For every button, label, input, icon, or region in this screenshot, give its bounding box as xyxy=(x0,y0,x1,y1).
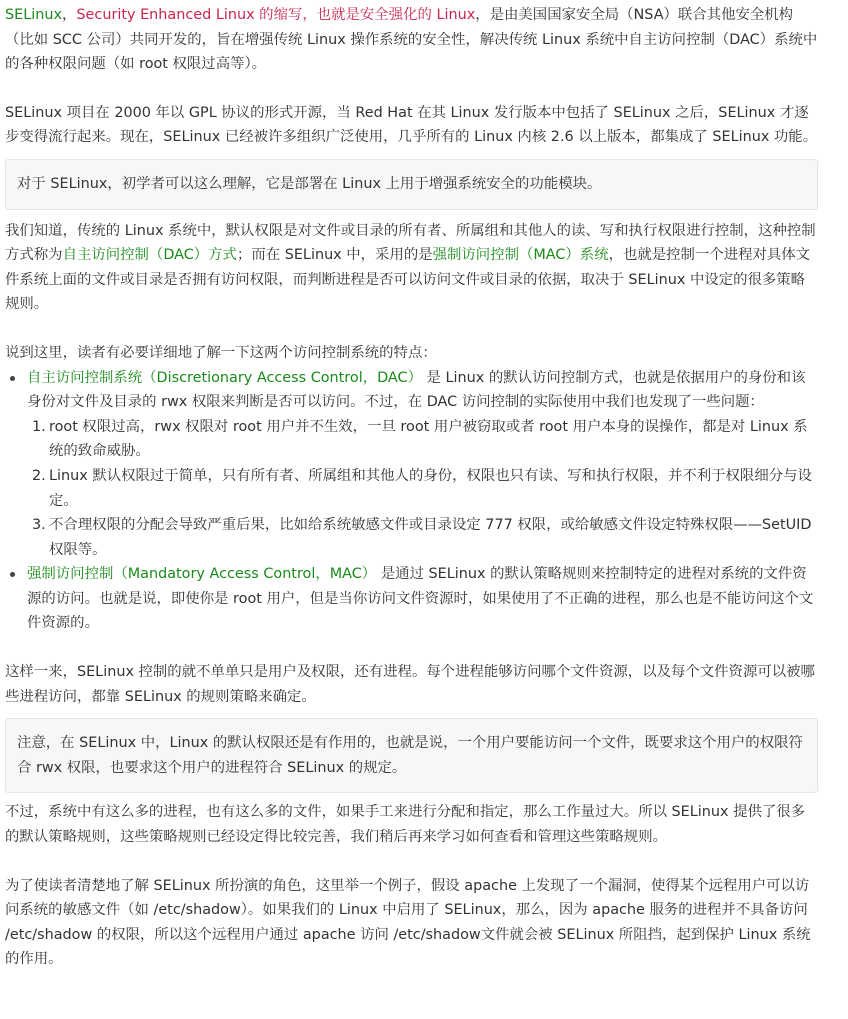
list-item-dac xyxy=(27,366,818,563)
list-item xyxy=(32,415,818,464)
note-block xyxy=(5,159,818,210)
intro-text: ，是由美国国家安全局（NSA）联合其他安全机构（比如 SCC 公司）共同开发的，旨在增强传统 Linux 操作系统的安全性，解决传统 Linux 系统中自主访问控制（DAC）系统中的各种权限问题（如 root 权限过高等）。 xyxy=(5,7,818,73)
item-number: 1. xyxy=(32,418,46,435)
list-item-mac xyxy=(27,562,818,636)
process-paragraph: 这样一来，SELinux 控制的就不单单只是用户及权限，还有进程。每个进程能够访问哪个文件资源，以及每个文件资源可以被哪些进程访问，都靠 SELinux 的规则策略来确定。 xyxy=(5,664,815,705)
history-paragraph: SELinux 项目在 2000 年以 GPL 协议的形式开源，当 Red Hat 在其 Linux 发行版本中包括了 SELinux 之后，SELinux 才逐步变得流行起来。现在，SELinux 已经被许多组织广泛使用，几乎所有的 Linux 内核 2.6 以上版本，都集成了 SELinux 功能。 xyxy=(5,104,818,146)
list-item xyxy=(32,464,818,513)
note-text: 对于 SELinux，初学者可以这么理解，它是部署在 Linux 上用于增强系统安全的功能模块。 xyxy=(17,175,602,192)
list-item xyxy=(32,513,818,562)
note-text: 注意，在 SELinux 中，Linux 的默认权限还是有作用的，也就是说，一个用户要能访问一个文件，既要求这个用户的权限符合 rwx 权限，也要求这个用户的进程符合 SELinux 的规定。 xyxy=(17,735,803,776)
example-paragraph: 为了使读者清楚地了解 SELinux 所扮演的角色，这里举一个例子，假设 apache 上发现了一个漏洞，使得某个远程用户可以访问系统的敏感文件（如 /etc/shadow）。如果我们的 Linux 中启用了 SELinux，那么，因为 apache 服务的进程并不具备访问 /etc/shadow 的权限，所以这个远程用户通过 apache 访问 /etc/shadow文件就会被 SELinux 所阻挡，起到保护 Linux 系统的作用。 xyxy=(5,877,811,968)
dac-term: 自主访问控制系统（Discretionary Access Control，DAC） xyxy=(27,369,422,386)
dac-term: 自主访问控制（DAC）方式 xyxy=(62,247,237,264)
paragraph-text: 我们知道，传统的 Linux 系统中，默认权限是对文件或目录的所有者、所属组和其他人的读、写和执行权限进行控制，这种控制方式称为 xyxy=(5,222,816,264)
access-control-list xyxy=(5,366,818,637)
item-number: 3. xyxy=(32,517,46,534)
comma: ， xyxy=(62,7,77,23)
dac-problems-list xyxy=(27,415,818,563)
item-number: 2. xyxy=(32,467,46,484)
bullet-icon xyxy=(10,376,15,381)
item-text: Linux 默认权限过于简单，只有所有者、所属组和其他人的身份，权限也只有读、写和执行权限，并不利于权限细分与设定。 xyxy=(49,467,812,509)
features-intro: 说到这里，读者有必要详细地了解一下这两个访问控制系统的特点： xyxy=(5,344,437,361)
mac-term: 强制访问控制（MAC）系统 xyxy=(432,247,609,264)
item-text: 不合理权限的分配会导致严重后果，比如给系统敏感文件或目录设定 777 权限，或给敏感文件设定特殊权限——SetUID 权限等。 xyxy=(49,517,812,558)
note-block xyxy=(5,718,818,793)
mac-description: 是通过 SELinux 的默认策略规则来控制特定的进程对系统的文件资源的访问。也就是说，即使你是 root 用户，但是当你访问文件资源时，如果使用了不正确的进程，那么也是不能访问这个文件资源的。 xyxy=(27,566,814,632)
selinux-definition: Security Enhanced Linux 的缩写，也就是安全强化的 Linux xyxy=(76,7,476,23)
dac-description: 是 Linux 的默认访问控制方式，也就是依据用户的身份和该身份对文件及目录的 rwx 权限来判断是否可以访问。不过，在 DAC 访问控制的实际使用中我们也发现了一些问题： xyxy=(27,369,806,411)
bullet-icon xyxy=(10,572,15,577)
paragraph-text: ；而在 SELinux 中，采用的是 xyxy=(236,247,433,264)
item-text: root 权限过高，rwx 权限对 root 用户并不生效，一旦 root 用户被窃取或者 root 用户本身的误操作，都是对 Linux 系统的致命威胁。 xyxy=(49,418,808,460)
article-body xyxy=(5,3,818,972)
mac-term: 强制访问控制（Mandatory Access Control，MAC） xyxy=(27,566,377,583)
dac-mac-paragraph xyxy=(5,219,818,317)
policy-paragraph: 不过，系统中有这么多的进程，也有这么多的文件，如果手工来进行分配和指定，那么工作量过大。所以 SELinux 提供了很多的默认策略规则，这些策略规则已经设定得比较完善，我们稍后再来学习如何查看和管理这些策略规则。 xyxy=(5,804,806,846)
selinux-term: SELinux xyxy=(5,7,63,23)
paragraph-text: ，也就是控制一个进程对具体文件系统上面的文件或目录是否拥有访问权限，而判断进程是否可以访问文件或目录的依据，取决于 SELinux 中设定的很多策略规则。 xyxy=(5,247,811,313)
intro-paragraph xyxy=(5,3,818,77)
